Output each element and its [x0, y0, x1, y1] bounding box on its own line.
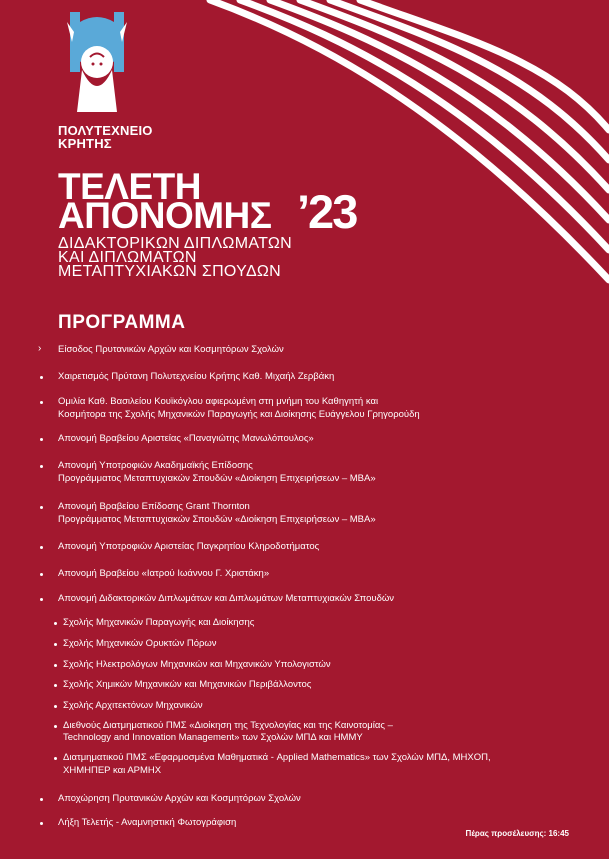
subtitle-line3: ΜΕΤΑΠΤΥΧΙΑΚΩΝ ΣΠΟΥΔΩΝ	[58, 263, 282, 280]
bullet-dot-icon	[40, 506, 43, 509]
bullet-dot-icon	[40, 401, 43, 404]
university-name-line2: ΚΡΗΤΗΣ	[58, 136, 112, 151]
bullet-dot-icon	[40, 573, 43, 576]
list-item: Χαιρετισμός Πρύτανη Πολυτεχνείου Κρήτης Καθ. Μιχαήλ Ζερβάκη	[58, 371, 335, 382]
list-item: Απονομή Υποτροφιών Αριστείας Παγκρητίου Κληροδοτήματος	[58, 541, 320, 552]
bullet-dot-icon	[54, 725, 57, 728]
bullet-dot-icon	[40, 465, 43, 468]
subtitle-line2: ΚΑΙ ΔΙΠΛΩΜΑΤΩΝ	[58, 249, 197, 266]
sub-list-item: Διατμηματικού ΠΜΣ «Εφαρμοσμένα Μαθηματικά - Applied Mathematics» των Σχολών ΜΠΔ, ΜΗΧΟΠ,	[63, 752, 491, 763]
sub-list-item: Σχολής Χημικών Μηχανικών και Μηχανικών Περιβάλλοντος	[63, 679, 312, 690]
title-line1: ΤΕΛΕΤΗ	[58, 166, 201, 207]
list-item: Είσοδος Πρυτανικών Αρχών και Κοσμητόρων Σχολών	[58, 344, 284, 355]
list-item-continuation: Προγράμματος Μεταπτυχιακών Σπουδών «Διοίκηση Επιχειρήσεων – ΜΒΑ»	[58, 473, 376, 484]
bullet-dot-icon	[54, 684, 57, 687]
sub-list-item: Σχολής Μηχανικών Παραγωγής και Διοίκησης	[63, 617, 255, 628]
sub-list-item: Διεθνούς Διατμηματικού ΠΜΣ «Διοίκηση της Τεχνολογίας και της Καινοτομίας –	[63, 720, 393, 731]
list-item: Απονομή Διδακτορικών Διπλωμάτων και Διπλωμάτων Μεταπτυχιακών Σπουδών	[58, 593, 395, 604]
bullet-dot-icon	[54, 622, 57, 625]
arrow-bullet-icon: ›	[38, 343, 42, 354]
minotaur-logo-icon	[62, 12, 132, 122]
title-line2: ΑΠΟΝΟΜΗΣ	[58, 195, 272, 236]
list-item: Ομιλία Καθ. Βασιλείου Κουϊκόγλου αφιερωμένη στη μνήμη του Καθηγητή και	[58, 396, 379, 407]
sub-list-item: Σχολής Αρχιτεκτόνων Μηχανικών	[63, 700, 203, 711]
bullet-dot-icon	[40, 438, 43, 441]
bullet-dot-icon	[54, 664, 57, 667]
subtitle-line1: ΔΙΔΑΚΤΟΡΙΚΩΝ ΔΙΠΛΩΜΑΤΩΝ	[58, 235, 293, 252]
title-year: ’23	[297, 185, 357, 238]
program-heading: ΠΡΟΓΡΑΜΜΑ	[58, 312, 186, 333]
ceremony-title	[58, 166, 272, 236]
list-item: Απονομή Βραβείου Αριστείας «Παναγιώτης Μανωλόπουλος»	[58, 433, 314, 444]
list-item: Απονομή Βραβείου Επίδοσης Grant Thornton	[58, 501, 250, 512]
bullet-dot-icon	[40, 798, 43, 801]
list-item: Απονομή Υποτροφιών Ακαδημαϊκής Επίδοσης	[58, 460, 253, 471]
sub-list-item: Σχολής Ηλεκτρολόγων Μηχανικών και Μηχανικών Υπολογιστών	[63, 659, 331, 670]
list-item: Αποχώρηση Πρυτανικών Αρχών και Κοσμητόρων Σχολών	[58, 793, 301, 804]
list-item: Απονομή Βραβείου «Ιατρού Ιωάννου Γ. Χριστάκη»	[58, 568, 270, 579]
list-item-continuation: Κοσμήτορα της Σχολής Μηχανικών Παραγωγής και Διοίκησης Ευάγγελου Γρηγορούδη	[58, 409, 420, 420]
sub-list-item-continuation: Technology and Innovation Management» των Σχολών ΜΠΔ και ΗΜΜΥ	[63, 732, 363, 743]
sub-list-item: Σχολής Μηχανικών Ορυκτών Πόρων	[63, 638, 217, 649]
bullet-dot-icon	[40, 822, 43, 825]
end-time-note: Πέρας προσέλευσης: 16:45	[465, 829, 569, 838]
list-item-continuation: Προγράμματος Μεταπτυχιακών Σπουδών «Διοίκηση Επιχειρήσεων – ΜΒΑ»	[58, 514, 376, 525]
bullet-dot-icon	[54, 643, 57, 646]
list-item: Λήξη Τελετής - Αναμνηστική Φωτογράφιση	[58, 817, 237, 828]
bullet-dot-icon	[40, 376, 43, 379]
university-name-line1: ΠΟΛΥΤΕΧΝΕΙΟ	[58, 123, 153, 138]
sub-list-item-continuation: ΧΗΜΗΠΕΡ και ΑΡΜΗΧ	[63, 765, 162, 776]
bullet-dot-icon	[54, 705, 57, 708]
bullet-dot-icon	[40, 546, 43, 549]
university-name	[58, 124, 153, 150]
bullet-dot-icon	[40, 598, 43, 601]
ceremony-subtitle	[58, 237, 292, 279]
bullet-dot-icon	[54, 757, 57, 760]
